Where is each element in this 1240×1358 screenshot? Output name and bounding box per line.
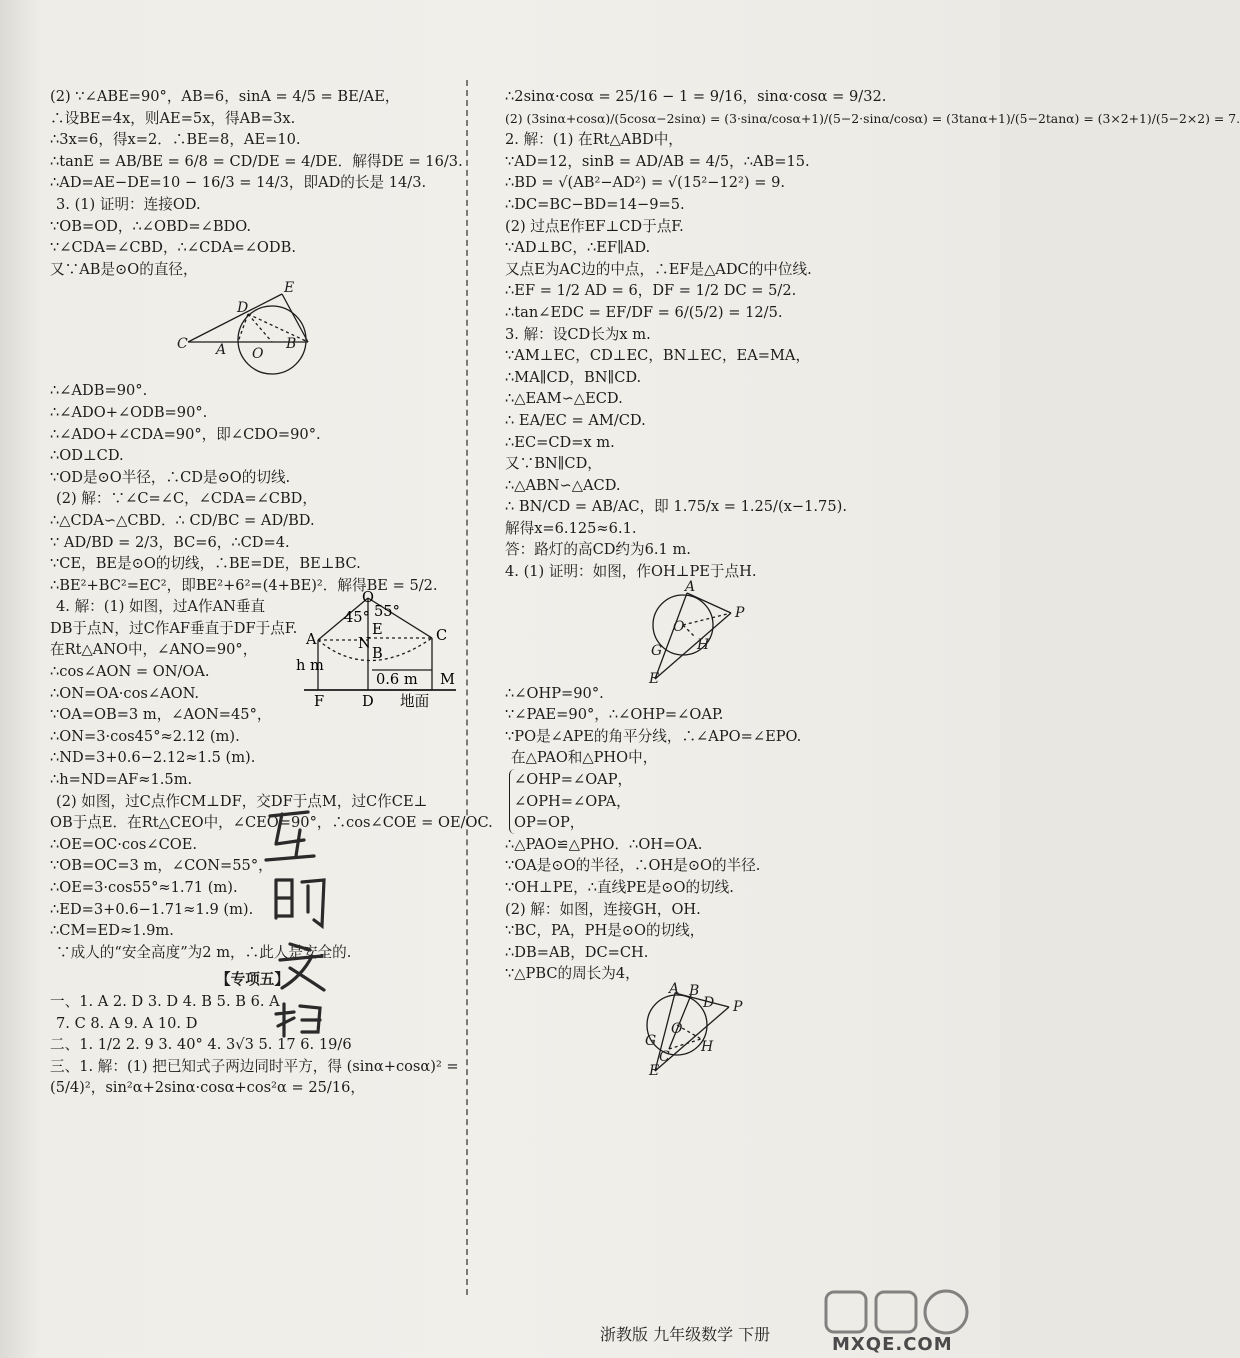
fig-label: E xyxy=(649,670,660,687)
text-line: ∴ BN/CD = AB/AC，即 1.75/x = 1.25/(x−1.75). xyxy=(505,498,847,516)
text-line: 二、1. 1/2 2. 9 3. 40° 4. 3√3 5. 17 6. 19/6 xyxy=(50,1036,352,1054)
text-line: ∴△PAO≌△PHO．∴OH=OA. xyxy=(505,835,703,853)
text-line: 一、1. A 2. D 3. D 4. B 5. B 6. A xyxy=(50,992,280,1010)
fig-label: E xyxy=(284,280,295,297)
text-line: ∴BE²+BC²=EC²，即BE²+6²=(4+BE)²．解得BE = 5/2. xyxy=(50,576,438,594)
left-column xyxy=(50,86,493,1099)
fig-label: H xyxy=(697,636,710,653)
text-line: ∴ EA/EC = AM/CD. xyxy=(505,411,646,429)
fig-label: B xyxy=(372,645,383,663)
text-line: ∵OA=OB=3 m，∠AON=45°， xyxy=(50,706,272,724)
text-line: OP=OP， xyxy=(514,814,585,832)
text-line: ∴OD⊥CD. xyxy=(50,447,124,465)
circle-tangent-figure xyxy=(50,280,450,380)
text-line: 2. 解：(1) 在Rt△ABD中， xyxy=(505,131,683,149)
fig-label: M xyxy=(440,671,455,689)
text-line: ∴∠OHP=90°. xyxy=(505,684,604,702)
fig-label: E xyxy=(649,1062,660,1079)
fig-label: 45° xyxy=(344,609,370,627)
triangle-circle-figure xyxy=(505,980,965,1079)
fig-label: A xyxy=(306,631,317,649)
fig-label: N xyxy=(358,635,371,653)
text-line: 三、1. 解：(1) 把已知式子两边同时平方，得 (sinα+cosα)² = xyxy=(50,1057,459,1075)
fig-label: O xyxy=(362,589,374,607)
text-line: (2) 解：∵∠C=∠C，∠CDA=∠CBD， xyxy=(56,490,317,508)
text-line: ∵AD=12，sinB = AD/AB = 4/5，∴AB=15. xyxy=(505,152,810,170)
text-line: 4. 解：(1) 如图，过A作AN垂直 xyxy=(56,598,266,616)
text-line: 7. C 8. A 9. A 10. D xyxy=(56,1014,198,1032)
text-line: ∵∠CDA=∠CBD，∴∠CDA=∠ODB. xyxy=(50,239,296,257)
fig-label: 地面 xyxy=(400,693,430,711)
text-line: ∴DB=AB，DC=CH. xyxy=(505,943,649,961)
text-line: ∠OHP=∠OAP， xyxy=(514,771,633,789)
text-line: ∵OH⊥PE，∴直线PE是⊙O的切线. xyxy=(505,879,734,896)
text-line: ∵OB=OC=3 m，∠CON=55°， xyxy=(50,857,273,875)
text-line: ∵BC，PA，PH是⊙O的切线， xyxy=(505,922,705,940)
text-line: ∴ND=3+0.6−2.12≈1.5 (m). xyxy=(50,749,256,767)
fig-label: O xyxy=(673,618,685,635)
fig-label: E xyxy=(372,621,383,639)
fig-label: P xyxy=(733,998,743,1015)
text-line: ∴△ABN∽△ACD. xyxy=(505,476,621,494)
fig-label: C xyxy=(436,627,448,645)
text-line: ∴MA∥CD，BN∥CD. xyxy=(505,368,642,386)
text-line: ∴2sinα·cosα = 25/16 − 1 = 9/16，sinα·cosα = 9/32. xyxy=(505,88,887,105)
fig-label: A xyxy=(685,578,696,595)
text-line: ∠OPH=∠OPA， xyxy=(514,792,631,810)
fig-label: 55° xyxy=(374,603,400,621)
text-line: (5/4)²，sin²α+2sinα·cosα+cos²α = 25/16， xyxy=(50,1079,365,1097)
text-line: (2) 解：如图，连接GH，OH. xyxy=(505,900,701,918)
text-line: ∵PO是∠APE的角平分线，∴∠APO=∠EPO. xyxy=(505,727,802,745)
fig-label: B xyxy=(286,336,297,353)
fig-label: O xyxy=(671,1020,683,1037)
text-line: 4. (1) 证明：如图，作OH⊥PE于点H. xyxy=(505,563,757,581)
text-line: ∴△CDA∽△CBD．∴ CD/BC = AD/BD. xyxy=(50,511,315,529)
text-line: 3. 解：设CD长为x m. xyxy=(505,325,651,343)
text-line: ∵OB=OD，∴∠OBD=∠BDO. xyxy=(50,217,251,235)
text-line: ∵OA是⊙O的半径，∴OH是⊙O的半径. xyxy=(505,857,761,875)
fig-label: 0.6 m xyxy=(376,671,418,689)
text-line: DB于点N，过C作AF垂直于DF于点F. xyxy=(50,619,298,637)
text-line: 又∵BN∥CD， xyxy=(505,455,602,473)
fig-label: B xyxy=(689,982,700,999)
text-line: ∴∠ADO+∠ODB=90°. xyxy=(50,403,208,421)
text-line: 在△PAO和△PHO中， xyxy=(511,749,658,767)
fig-label: P xyxy=(735,604,745,621)
section-title: 【专项五】 xyxy=(216,971,289,989)
swing-figure xyxy=(296,589,456,712)
text-line: 又点E为AC边的中点，∴EF是△ADC的中位线. xyxy=(505,260,812,278)
fig-label: D xyxy=(362,693,374,711)
fig-label: G xyxy=(645,1032,657,1049)
text-line: ∴EF = 1/2 AD = 6，DF = 1/2 DC = 5/2. xyxy=(505,282,797,300)
fig-label: A xyxy=(669,980,680,997)
text-line: ∴h=ND=AF≈1.5m. xyxy=(50,771,193,789)
text-line: 3. (1) 证明：连接OD. xyxy=(56,195,201,213)
fig-label: D xyxy=(703,994,715,1011)
text-line: ∴ON=OA·cos∠AON. xyxy=(50,684,200,702)
fig-label: G xyxy=(651,642,663,659)
text-line: (2) 如图，过C点作CM⊥DF，交DF于点M，过C作CE⊥ xyxy=(56,792,428,810)
text-line: ∴tan∠EDC = EF/DF = 6/(5/2) = 12/5. xyxy=(505,303,783,321)
fig-label: O xyxy=(252,346,264,363)
text-line: ∴3x=6，得x=2．∴BE=8，AE=10. xyxy=(50,131,301,149)
text-line: ∵成人的“安全高度”为2 m，∴此人是安全的. xyxy=(56,943,352,961)
congruence-brace xyxy=(509,769,965,834)
text-line: ∵OD是⊙O半径，∴CD是⊙O的切线. xyxy=(50,468,291,486)
text-line: (2) (3sinα+cosα)/(5cosα−2sinα) = (3·sinα/cosα+1)/(5−2·sinα/cosα) = (3tanα+1)/(5−2tanα) = (3×2+1)/(5−2×2) = 7. xyxy=(505,110,1240,126)
text-line: ∴∠ADO+∠CDA=90°，即∠CDO=90°. xyxy=(50,425,321,443)
text-line: 在Rt△ANO中，∠ANO=90°， xyxy=(50,641,258,659)
text-line: ∵∠PAE=90°，∴∠OHP=∠OAP. xyxy=(505,706,724,724)
text-line: (2) ∵∠ABE=90°，AB=6，sinA = 4/5 = BE/AE， xyxy=(50,88,400,105)
fig-label: C xyxy=(659,1048,670,1065)
text-line: ∴OE=3·cos55°≈1.71 (m). xyxy=(50,879,238,896)
text-line: ∵AD⊥BC，∴EF∥AD. xyxy=(505,239,651,257)
text-line: ∴∠ADB=90°. xyxy=(50,382,148,400)
handwriting-mark xyxy=(262,800,352,1040)
text-line: ∴EC=CD=x m. xyxy=(505,433,615,451)
text-line: ∴tanE = AB/BE = 6/8 = CD/DE = 4/DE．解得DE = 16/3. xyxy=(50,152,463,170)
column-divider xyxy=(466,80,468,1295)
text-line: (2) 过点E作EF⊥CD于点F. xyxy=(505,217,684,235)
text-line: 又∵AB是⊙O的直径， xyxy=(50,260,198,278)
text-line: ∴BD = √(AB²−AD²) = √(15²−12²) = 9. xyxy=(505,174,786,192)
fig-label: D xyxy=(237,300,249,317)
right-column xyxy=(505,86,1240,1079)
fig-label: C xyxy=(177,336,188,353)
text-line: OB于点E．在Rt△CEO中，∠CEO=90°，∴cos∠COE = OE/OC. xyxy=(50,814,493,832)
watermark-text: MXQE.COM xyxy=(832,1334,953,1355)
text-line: 答：路灯的高CD约为6.1 m. xyxy=(505,541,691,559)
text-line: ∴ED=3+0.6−1.71≈1.9 (m). xyxy=(50,900,254,918)
tangent-circle-figure xyxy=(505,578,965,687)
fig-label: H xyxy=(701,1038,714,1055)
text-line: ∵AM⊥EC，CD⊥EC，BN⊥EC，EA=MA， xyxy=(505,347,811,365)
text-line: ∴DC=BC−BD=14−9=5. xyxy=(505,195,685,213)
fig-label: A xyxy=(216,342,227,359)
text-line: ∴设BE=4x，则AE=5x，得AB=3x. xyxy=(50,109,296,127)
text-line: ∴cos∠AON = ON/OA. xyxy=(50,663,210,681)
text-line: ∴ON=3·cos45°≈2.12 (m). xyxy=(50,727,240,745)
text-line: ∴CM=ED≈1.9m. xyxy=(50,922,174,940)
fig-label: h m xyxy=(296,657,324,675)
text-line: 解得x=6.125≈6.1. xyxy=(505,519,637,537)
fig-label: F xyxy=(314,693,325,711)
text-line: ∴AD=AE−DE=10 − 16/3 = 14/3，即AD的长是 14/3. xyxy=(50,174,427,192)
page-footer: 浙教版 九年级数学 下册 xyxy=(600,1325,771,1344)
text-line: ∴△EAM∽△ECD. xyxy=(505,390,623,408)
text-line: ∵△PBC的周长为4， xyxy=(505,965,640,983)
text-line: ∴OE=OC·cos∠COE. xyxy=(50,835,197,853)
text-line: ∵ AD/BD = 2/3，BC=6，∴CD=4. xyxy=(50,533,290,551)
text-line: ∵CE，BE是⊙O的切线，∴BE=DE，BE⊥BC. xyxy=(50,555,361,573)
